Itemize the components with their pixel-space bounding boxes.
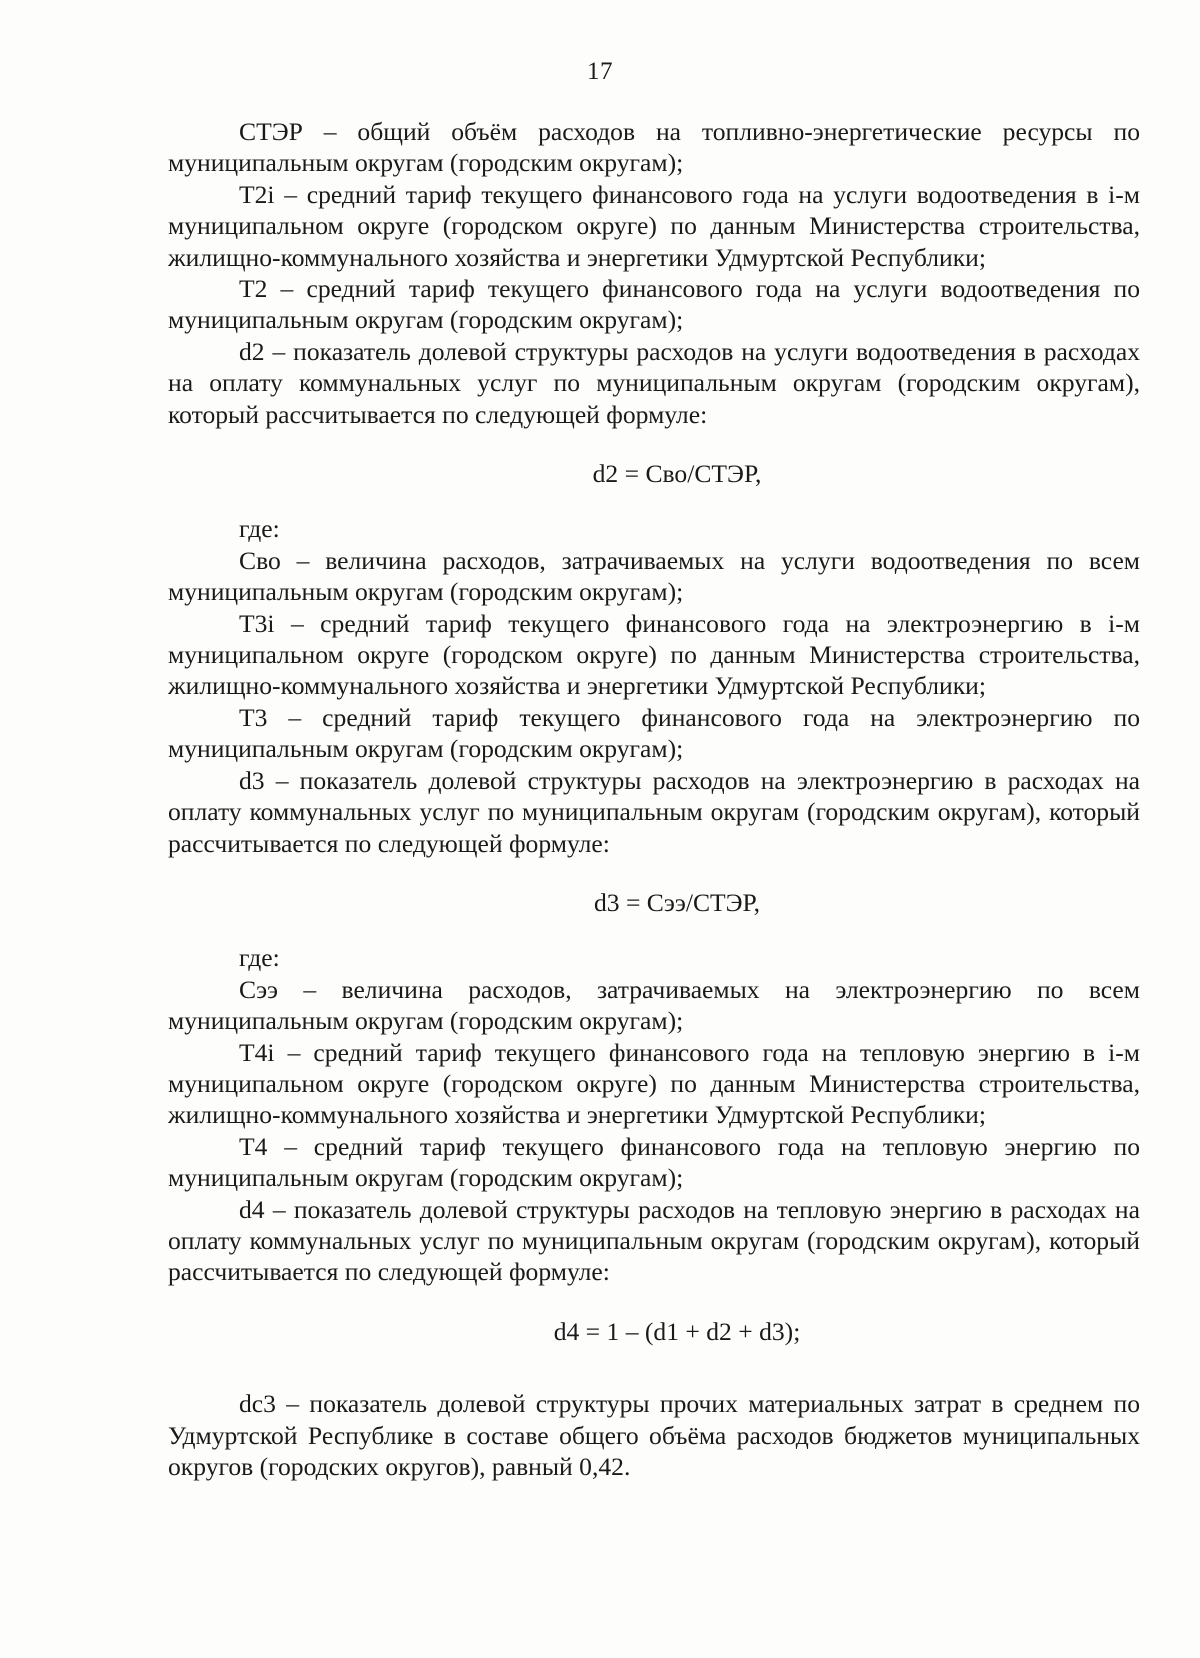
- formula-d3: d3 = Cээ/СТЭР,: [593, 887, 760, 917]
- definition-paragraph: d2 – показатель долевой структуры расходов на услуги водоотведения в расходах на оплату коммунальных услуг по муниципальным округам (городским округам), который рассчитывается по следующей формуле:: [168, 336, 1140, 429]
- definition-paragraph: T3i – средний тариф текущего финансового года на электроэнергию в i-м муниципальном округе (городском округе) по данным Министерства строительства, жилищно-коммунального хозяйства и энергетики Удмуртской Республики;: [168, 608, 1140, 701]
- formula-d4: d4 = 1 – (d1 + d2 + d3);: [553, 1316, 801, 1346]
- spacer: [168, 918, 1140, 942]
- definition-paragraph: T4i – средний тариф текущего финансового года на тепловую энергию в i-м муниципальном округе (городском округе) по данным Министерства строительства, жилищно-коммунального хозяйства и энергетики Удмуртской Республики;: [168, 1037, 1140, 1130]
- where-label: где:: [239, 943, 280, 973]
- definition-paragraph: dc3 – показатель долевой структуры прочих материальных затрат в среднем по Удмуртской Республике в составе общего объёма расходов бюджетов муниципальных округов (городских округов), равный 0,42.: [168, 1389, 1140, 1481]
- spacer: [168, 489, 1140, 513]
- definition-paragraph: d4 – показатель долевой структуры расходов на тепловую энергию в расходах на оплату коммунальных услуг по муниципальным округам (городским округам), который рассчитывается по следующей формуле:: [168, 1194, 1140, 1287]
- formula-d2: d2 = Cво/СТЭР,: [592, 459, 762, 489]
- definition-paragraph: T2i – средний тариф текущего финансового года на услуги водоотведения в i-м муниципальном округе (городском округе) по данным Министерства строительства, жилищно-коммунального хозяйства и энергетики Удмуртской Республики;: [168, 179, 1140, 272]
- definition-paragraph: T4 – средний тариф текущего финансового года на тепловую энергию по муниципальным округам (городским округам);: [168, 1131, 1140, 1193]
- spacer: [168, 430, 1140, 458]
- page-number: 17: [587, 58, 613, 85]
- where-label: где:: [239, 514, 280, 544]
- document-body: [168, 116, 1140, 1482]
- spacer: [168, 1347, 1140, 1388]
- definition-paragraph: T3 – средний тариф текущего финансового года на электроэнергию по муниципальным округам (городским округам);: [168, 702, 1140, 764]
- definition-paragraph: T2 – средний тариф текущего финансового года на услуги водоотведения по муниципальным округам (городским округам);: [168, 274, 1140, 335]
- definition-paragraph: d3 – показатель долевой структуры расходов на электроэнергию в расходах на оплату коммунальных услуг по муниципальным округам (городским округам), который рассчитывается по следующей формуле:: [168, 765, 1140, 858]
- definition-paragraph: Cво – величина расходов, затрачиваемых на услуги водоотведения по всем муниципальным округам (городским округам);: [168, 545, 1140, 607]
- definition-paragraph: Cээ – величина расходов, затрачиваемых на электроэнергию по всем муниципальным округам (городским округам);: [168, 974, 1140, 1036]
- definition-paragraph: СТЭР – общий объём расходов на топливно-энергетические ресурсы по муниципальным округам (городским округам);: [168, 117, 1140, 178]
- spacer: [168, 1288, 1140, 1316]
- spacer: [168, 859, 1140, 887]
